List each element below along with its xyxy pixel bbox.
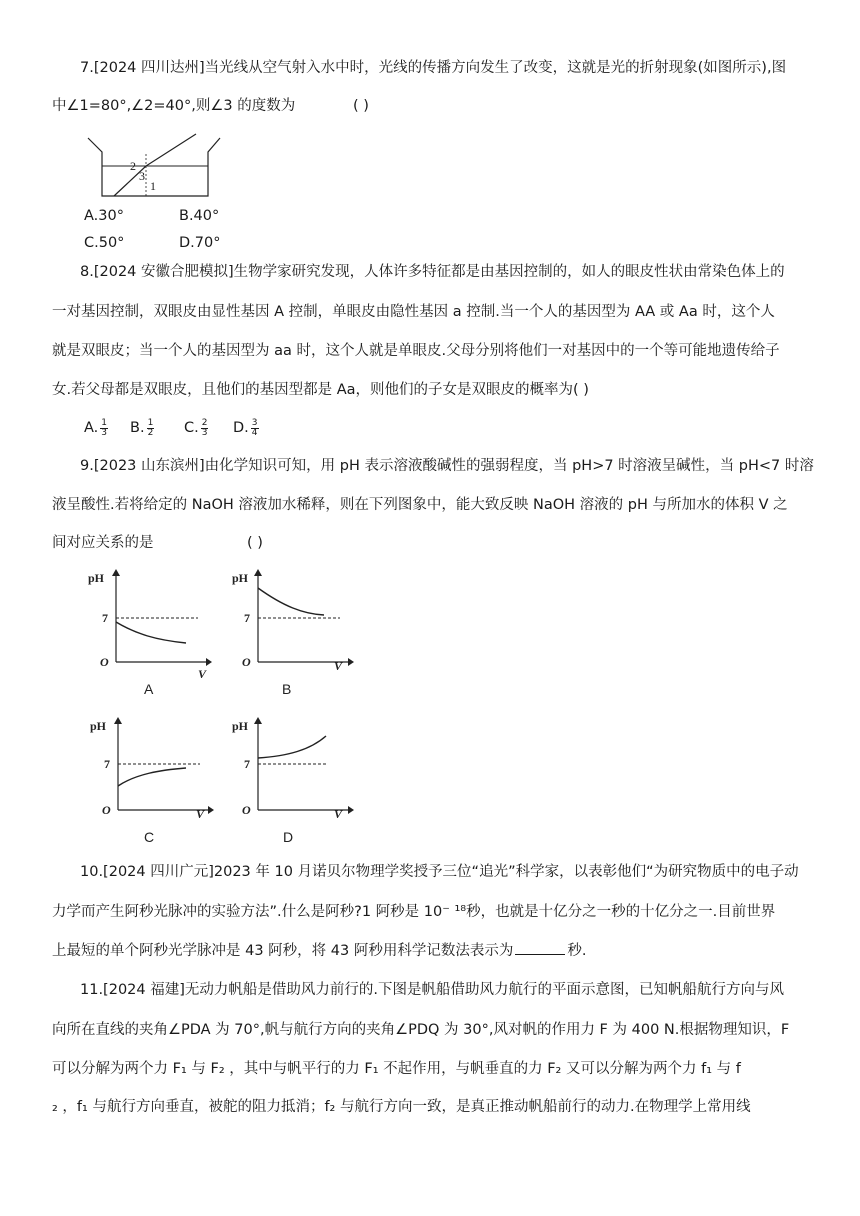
q10-answer-blank[interactable] — [515, 940, 565, 955]
q7-text-line1: 7.[2024 四川达州]当光线从空气射入水中时，光线的传播方向发生了改变，这就是光的折射现象(如图所示),图 — [80, 60, 787, 76]
q11-text-line4: ₂ ，f₁ 与航行方向垂直，被舵的阻力抵消；f₂ 与航行方向一致，是真正推动帆船前行的动力.在物理学上常用线 — [52, 1099, 751, 1115]
axis-x-label: V — [334, 807, 343, 821]
fraction-numerator: 3 — [251, 417, 258, 428]
graph-label: D — [283, 829, 294, 844]
q7-option-b: B.40° — [179, 208, 220, 224]
q10-text-line2: 力学而产生阿秒光脉冲的实验方法”.什么是阿秒?1 阿秒是 10⁻ ¹⁸秒，也就是十亿分之一秒的十亿分之一.目前世界 — [52, 904, 776, 920]
q8-text-line1: 8.[2024 安徽合肥模拟]生物学家研究发现，人体许多特征都是由基因控制的，如人的眼皮性状由常染色体上的 — [80, 264, 785, 280]
q10-line3-start: 上最短的单个阿秒光学脉冲是 43 阿秒，将 43 阿秒用科学记数法表示为 — [52, 943, 514, 959]
q9-graph-c — [88, 714, 218, 844]
q8-option-a-label: A. — [84, 420, 99, 436]
ref-7-label: 7 — [102, 611, 108, 625]
axis-y-label: pH — [88, 571, 105, 585]
fraction-denominator: 3 — [101, 427, 108, 438]
q9-graph-b — [228, 566, 358, 696]
q8-option-b — [130, 418, 156, 438]
q7-fig-label-2: 2 — [130, 159, 136, 173]
q11-text-line2: 向所在直线的夹角∠PDA 为 70°,帆与航行方向的夹角∠PDQ 为 30°,风对帆的作用力 F 为 400 N.根据物理知识，F — [52, 1022, 790, 1038]
q9-text-line3: 间对应关系的是 — [52, 535, 154, 551]
q7-fig-label-3: 3 — [139, 169, 145, 183]
graph-label: A — [144, 681, 154, 696]
axis-y-label: pH — [232, 571, 249, 585]
q7-fig-label-1: 1 — [150, 179, 156, 193]
q8-option-a — [84, 418, 110, 438]
q8-text-line2: 一对基因控制，双眼皮由显性基因 A 控制，单眼皮由隐性基因 a 控制.当一个人的基因型为 AA 或 Aa 时，这个人 — [52, 304, 775, 320]
fraction-denominator: 2 — [147, 427, 154, 438]
ref-7-label: 7 — [244, 757, 250, 771]
q8-option-c-fraction — [201, 419, 209, 438]
axis-x-label: V — [196, 807, 205, 821]
axis-y-label: pH — [90, 719, 107, 733]
q8-text-line4: 女.若父母都是双眼皮，且他们的基因型都是 Aa，则他们的子女是双眼皮的概率为( ) — [52, 382, 589, 398]
graph-label: C — [144, 829, 155, 844]
origin-label: O — [242, 803, 251, 817]
q9-text-line1: 9.[2023 山东滨州]由化学知识可知，用 pH 表示溶液酸碱性的强弱程度，当 pH>7 时溶液呈碱性，当 pH<7 时溶 — [80, 458, 814, 474]
fraction-numerator: 1 — [147, 417, 154, 428]
q9-answer-paren: ( ) — [247, 535, 263, 551]
q8-text-line3: 就是双眼皮；当一个人的基因型为 aa 时，这个人就是单眼皮.父母分别将他们一对基因中的一个等可能地遗传给子 — [52, 343, 780, 359]
q9-text-line2: 液呈酸性.若将给定的 NaOH 溶液加水稀释，则在下列图象中，能大致反映 NaOH 溶液的 pH 与所加水的体积 V 之 — [52, 497, 788, 513]
q9-graph-d — [228, 714, 358, 844]
graph-label: B — [282, 681, 292, 696]
fraction-denominator: 4 — [251, 427, 258, 438]
q10-line3-end: 秒. — [567, 943, 587, 959]
origin-label: O — [102, 803, 111, 817]
q7-option-c: C.50° — [84, 235, 125, 251]
axis-y-label: pH — [232, 719, 249, 733]
q7-text-line2: 中∠1=80°,∠2=40°,则∠3 的度数为 — [52, 98, 296, 114]
origin-label: O — [100, 655, 109, 669]
q8-option-c — [184, 418, 210, 438]
q11-text-line3: 可以分解为两个力 F₁ 与 F₂ ，其中与帆平行的力 F₁ 不起作用，与帆垂直的力 F₂ 又可以分解为两个力 f₁ 与 f — [52, 1061, 741, 1077]
q11-text-line1: 11.[2024 福建]无动力帆船是借助风力前行的.下图是帆船借助风力航行的平面示意图，已知帆船航行方向与风 — [80, 982, 784, 998]
q10-text-line1: 10.[2024 四川广元]2023 年 10 月诺贝尔物理学奖授予三位“追光”科学家，以表彰他们“为研究物质中的电子动 — [80, 864, 799, 880]
fraction-numerator: 1 — [101, 417, 108, 428]
q8-option-b-fraction — [147, 419, 155, 438]
q7-answer-paren: ( ) — [353, 98, 369, 114]
q9-graph-a — [86, 566, 216, 696]
q7-option-d: D.70° — [179, 235, 221, 251]
axis-x-label: V — [198, 667, 207, 681]
q7-refraction-figure — [84, 130, 224, 202]
ref-7-label: 7 — [104, 757, 110, 771]
q8-option-d-label: D. — [233, 420, 249, 436]
q8-option-d — [233, 418, 261, 438]
axis-x-label: V — [334, 659, 343, 673]
q10-text-line3 — [52, 940, 586, 961]
q8-option-d-fraction — [251, 419, 259, 438]
fraction-denominator: 3 — [201, 427, 208, 438]
q7-option-a: A.30° — [84, 208, 124, 224]
q8-option-a-fraction — [100, 419, 108, 438]
fraction-numerator: 2 — [201, 417, 208, 428]
q8-option-b-label: B. — [130, 420, 145, 436]
q8-option-c-label: C. — [184, 420, 199, 436]
origin-label: O — [242, 655, 251, 669]
ref-7-label: 7 — [244, 611, 250, 625]
